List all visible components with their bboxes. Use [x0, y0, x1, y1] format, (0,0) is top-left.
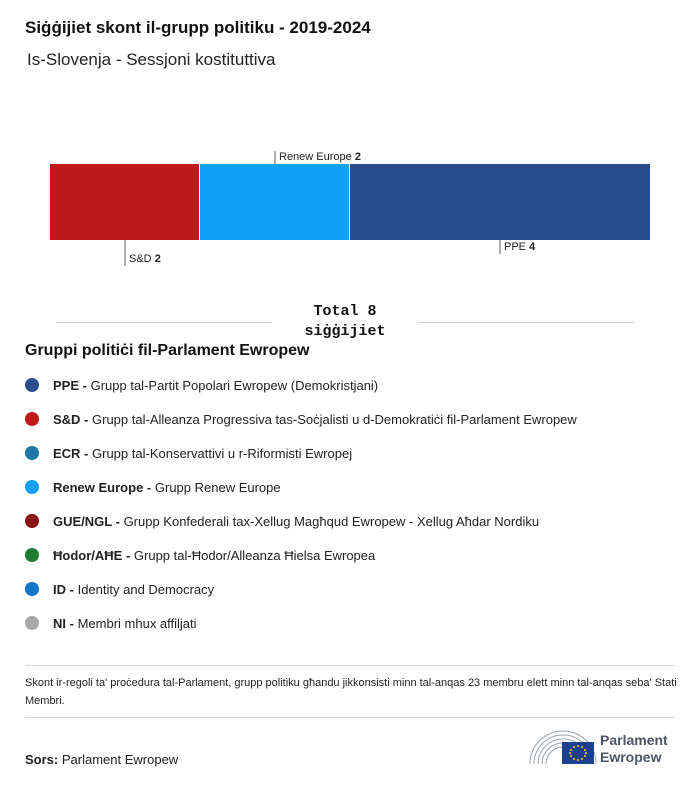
legend-dot: [25, 548, 39, 562]
total-divider-left: [56, 322, 272, 323]
legend-dot: [25, 446, 39, 460]
source-label: Sors:: [25, 752, 59, 767]
legend-item: [25, 368, 685, 402]
legend-abbr: Renew Europe -: [53, 479, 152, 495]
legend-abbr: ID -: [53, 581, 74, 597]
total-seats: [272, 302, 418, 342]
legend-dot: [25, 582, 39, 596]
legend-item: [25, 470, 685, 504]
footer-divider-bottom: [25, 717, 675, 718]
logo-line-1: Parlament: [600, 732, 668, 748]
legend-name: Identity and Democracy: [77, 581, 215, 597]
source: [25, 752, 178, 767]
data-label: S&D 2: [129, 253, 161, 265]
bar-segment-renew-europe: [200, 164, 349, 240]
bar-segment-ppe: [350, 164, 650, 240]
total-divider-right: [418, 322, 634, 323]
legend-abbr: PPE -: [53, 377, 87, 393]
legend-name: Grupp tal-Partit Popolari Ewropew (Demokristjani): [90, 377, 379, 393]
legend-abbr: Ħodor/AĦE -: [53, 547, 131, 563]
legend-name: Grupp tal-Ħodor/Alleanza Ħielsa Ewropea: [133, 547, 376, 563]
legend-abbr: NI -: [53, 615, 74, 631]
legend-dot: [25, 616, 39, 630]
legend-name: Grupp Renew Europe: [154, 479, 281, 495]
chart-subtitle: Is-Slovenja - Sessjoni kostituttiva: [27, 50, 276, 69]
legend-name: Grupp tal-Konservattivi u r-Riformisti Ewropej: [92, 445, 353, 461]
legend-name: Membri mhux affiljati: [77, 615, 197, 631]
legend-item: [25, 538, 685, 572]
chart-title: Siġġijiet skont il-grupp politiku - 2019-2024: [25, 18, 371, 37]
legend-dot: [25, 412, 39, 426]
hemicycle-icon: [528, 728, 598, 770]
legend-abbr: GUE/NGL -: [53, 513, 120, 529]
legend-item: [25, 606, 685, 640]
legend-name: Grupp tal-Alleanza Progressiva tas-Soċjalisti u d-Demokratiċi fil-Parlament Ewropew: [92, 411, 577, 427]
legend-item: [25, 402, 685, 436]
data-label: PPE 4: [504, 241, 536, 253]
legend: [25, 368, 685, 640]
footer-divider-top: [25, 665, 675, 666]
source-value: Parlament Ewropew: [61, 752, 179, 767]
legend-abbr: ECR -: [53, 445, 89, 461]
bar-segment-s-d: [50, 164, 199, 240]
footnote: Skont ir-regoli ta' proċedura tal-Parlament, grupp politiku għandu jikkonsisti minn tal-anqas 23 membru elett minn tal-anqas seba' Stati Membri.: [25, 677, 677, 707]
legend-item: [25, 504, 685, 538]
legend-dot: [25, 514, 39, 528]
legend-item: [25, 436, 685, 470]
data-label: Renew Europe 2: [279, 151, 361, 163]
legend-title: Gruppi politiċi fil-Parlament Ewropew: [25, 342, 310, 359]
legend-dot: [25, 480, 39, 494]
total-seats-unit: siġġijiet: [304, 323, 386, 340]
legend-dot: [25, 378, 39, 392]
legend-abbr: S&D -: [53, 411, 89, 427]
parliament-logo: [528, 728, 680, 770]
stacked-bar-chart: [0, 140, 700, 280]
total-seats-count: Total 8: [313, 303, 377, 320]
logo-line-2: Ewropew: [600, 749, 662, 765]
legend-name: Grupp Konfederali tax-Xellug Magħqud Ewropew - Xellug Aħdar Nordiku: [123, 513, 540, 529]
legend-item: [25, 572, 685, 606]
